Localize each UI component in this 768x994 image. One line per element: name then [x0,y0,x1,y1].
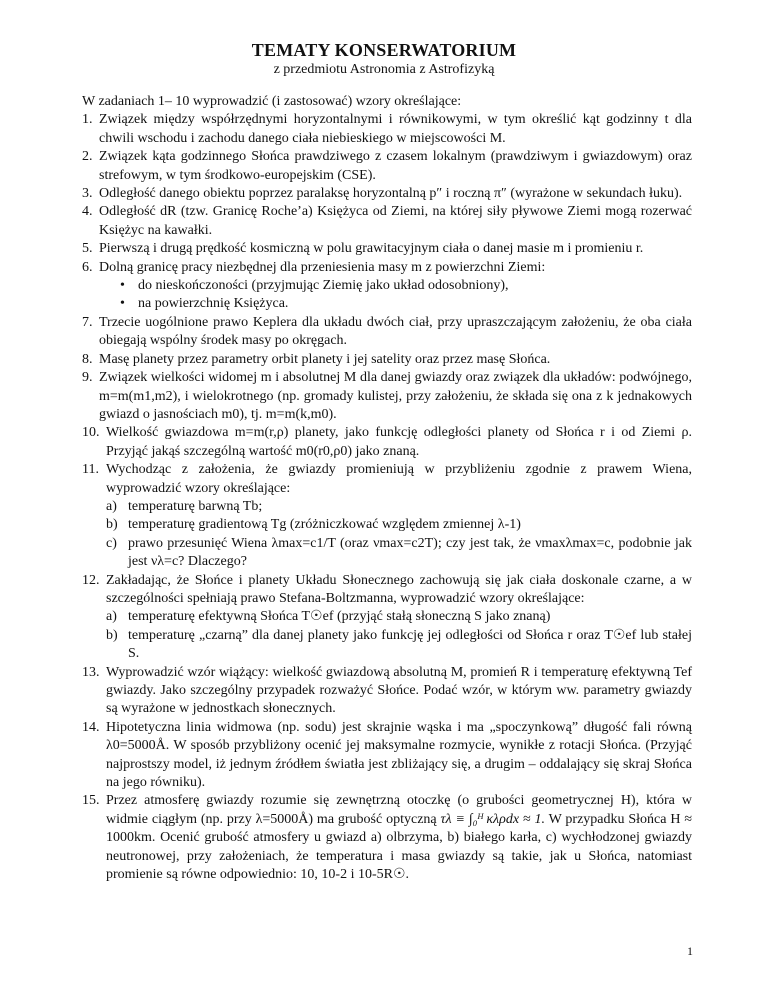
item-number: 12. [82,572,100,588]
bullet-item: • na powierzchnię Księżyca. [99,295,692,313]
sub-item-label: a) [106,609,117,625]
intro-text: W zadaniach 1– 10 wyprowadzić (i zastosować) wzory określające: [82,94,462,109]
list-item [82,664,692,719]
list-item [82,572,692,664]
item-text: Związek kąta godzinnego Słońca prawdziwego z czasem lokalnym (prawdziwym i gwiazdowym) oraz strefowym, w tym środkowo-europejskim (CSE). [99,149,692,183]
list-item [82,351,692,369]
page-subtitle: z przedmiotu Astronomia z Astrofizyką [273,62,495,77]
item-number: 11. [82,462,99,478]
item-number: 9. [82,370,93,386]
bullet-item: • do nieskończoności (przyjmując Ziemię jako układ odosobniony), [99,277,692,295]
sub-item [106,608,692,626]
list-item [82,792,692,884]
sub-item-label: a) [106,498,117,514]
sub-item [106,498,692,516]
sub-item-text: prawo przesunięć Wiena λmax=c1/T (oraz νmax=c2T); czy jest tak, że νmaxλmax=c, podobnie jak jest νλ=c? Dlaczego? [128,535,692,570]
document-body [82,93,692,884]
item-number: 5. [82,241,93,257]
item-text: Zakładając, że Słońce i planety Układu Słonecznego zachowują się jak ciała doskonale czarne, a w szczególności spełniają prawo Stefana-Boltzmanna, wyprowadzić wzory określające: [106,572,692,606]
item-number: 14. [82,719,100,735]
item-text: Trzecie uogólnione prawo Keplera dla układu dwóch ciał, przy upraszczającym założeniu, że oba ciała obiegają wspólny środek masy po okręgach. [99,314,692,349]
sub-list [106,498,692,572]
item-text-continued: W przypadku Słońca H ≈ 1000km. Ocenić grubość atmosfery u gwiazd a) olbrzyma, b) białego karła, c) wychłodzonej gwiazdy neutronowej, przy założeniach, że temperatura i masa gwiazdy są takie, jak u Słońca, natomiast promienie są równe odpowiednio: 10, 10-2 i 10-5R☉. [106,811,693,883]
item-text: Związek wielkości widomej m i absolutnej M dla danej gwiazdy oraz związek dla układów: podwójnego, m=m(m1,m2), i wielokrotnego (np. gromady kulistej, przy założeniu, że składa się ona z k jednakowych gwiazd o jasnościach m0), tj. m=m(k,m0). [99,370,692,422]
item-number: 6. [82,259,93,275]
item-text: Dolną granicę pracy niezbędnej dla przeniesienia masy m z powierzchni Ziemi: [99,259,546,275]
list-item [82,203,692,240]
item-number: 13. [82,664,100,680]
list-item [82,111,692,148]
sub-item [106,627,692,664]
sub-item-text: temperaturę efektywną Słońca T☉ef (przyjąć stałą słoneczną S jako znaną) [128,609,551,625]
item-text: Hipotetyczna linia widmowa (np. sodu) jest skrajnie wąska i ma „spoczynkową” długość fali równą λ0=5000Å. W sposób przybliżony ocenić jej maksymalne rozmycie, wynikłe z rotacji Słońca. (Przyjąć najprostszy model, iż jednym źródłem światła jest zbliżający się, a drugim – oddalający się skraj Słońca na jego równiku). [106,719,692,791]
sub-item-text: temperaturę barwną Tb; [128,498,263,514]
list-item [82,185,692,203]
list-item [82,719,692,793]
list-item [82,461,692,571]
item-number: 10. [82,425,100,441]
list-item [82,148,692,185]
sub-item-label: b) [106,627,118,643]
item-text: Wychodząc z założenia, że gwiazdy promieniują w przybliżeniu zgodnie z prawem Wiena, wyprowadzić wzory określające: [106,462,692,496]
list-item [82,369,692,424]
item-number: 2. [82,149,93,165]
page-title: TEMATY KONSERWATORIUM [251,40,517,60]
page-number: 1 [687,944,693,958]
sub-item-label: c) [106,535,117,551]
sub-item-text: temperaturę „czarną” dla danej planety jako funkcję jej odległości od Słońca r oraz T☉ef lub stałej S. [128,627,692,662]
item-number: 3. [82,186,93,202]
list-item [82,240,692,258]
sub-item-text: temperaturę gradientową Tg (zróżniczkować względem zmiennej λ-1) [128,517,521,533]
item-text: Wielkość gwiazdowa m=m(r,ρ) planety, jako funkcję odległości planety od Słońca r i od Ziemi ρ. Przyjąć jakąś szczególną wartość m0(r0,ρ0) jako znaną. [106,425,692,459]
item-number: 1. [82,112,93,128]
item-text: Wyprowadzić wzór wiążący: wielkość gwiazdową absolutną M, promień R i temperaturę efektywną Tef gwiazdy. Jako szczególny przypadek rozważyć Słońce. Podać wzór, w którym ww. parametry gwiazdy są wyrażone w jednostkach słonecznych. [106,664,692,717]
sub-item-label: b) [106,517,118,533]
item-text: Przez atmosferę gwiazdy rozumie się zewnętrzną otoczkę (o grubości geometrycznej H), która w widmie ciągłym (np. przy λ=5000Å) ma grubość optyczną [106,793,692,827]
item-number: 15. [82,793,100,809]
list-item [82,314,692,351]
sub-item [106,516,692,534]
sub-item [106,535,692,572]
item-number: 8. [82,351,93,367]
bullet-list [99,277,692,314]
item-text: Pierwszą i drugą prędkość kosmiczną w polu grawitacyjnym ciała o danej masie m i promieniu r. [99,241,644,257]
sub-list [106,608,692,663]
item-text: Masę planety przez parametry orbit planety i jej satelity oraz przez masę Słońca. [99,351,551,367]
item-number: 7. [82,314,93,330]
optical-depth-formula: τλ ≡ ∫₀ᴴ κλρdx ≈ 1. [440,811,545,827]
list-item [82,259,692,314]
list-item [82,424,692,461]
item-text: Odległość danego obiektu poprzez paralaksę horyzontalną p″ i roczną π″ (wyrażone w sekundach łuku). [99,186,683,202]
item-text: Związek między współrzędnymi horyzontalnymi i równikowymi, w tym określić kąt godzinny t dla chwili wschodu i zachodu danego ciała niebieskiego w miejscowości M. [99,112,692,146]
topic-list [82,111,692,884]
item-number: 4. [82,204,93,220]
item-text: Odległość dR (tzw. Granicę Roche’a) Księżyca od Ziemi, na której siły pływowe Ziemi mogą rozerwać Księżyc na kawałki. [99,204,692,238]
